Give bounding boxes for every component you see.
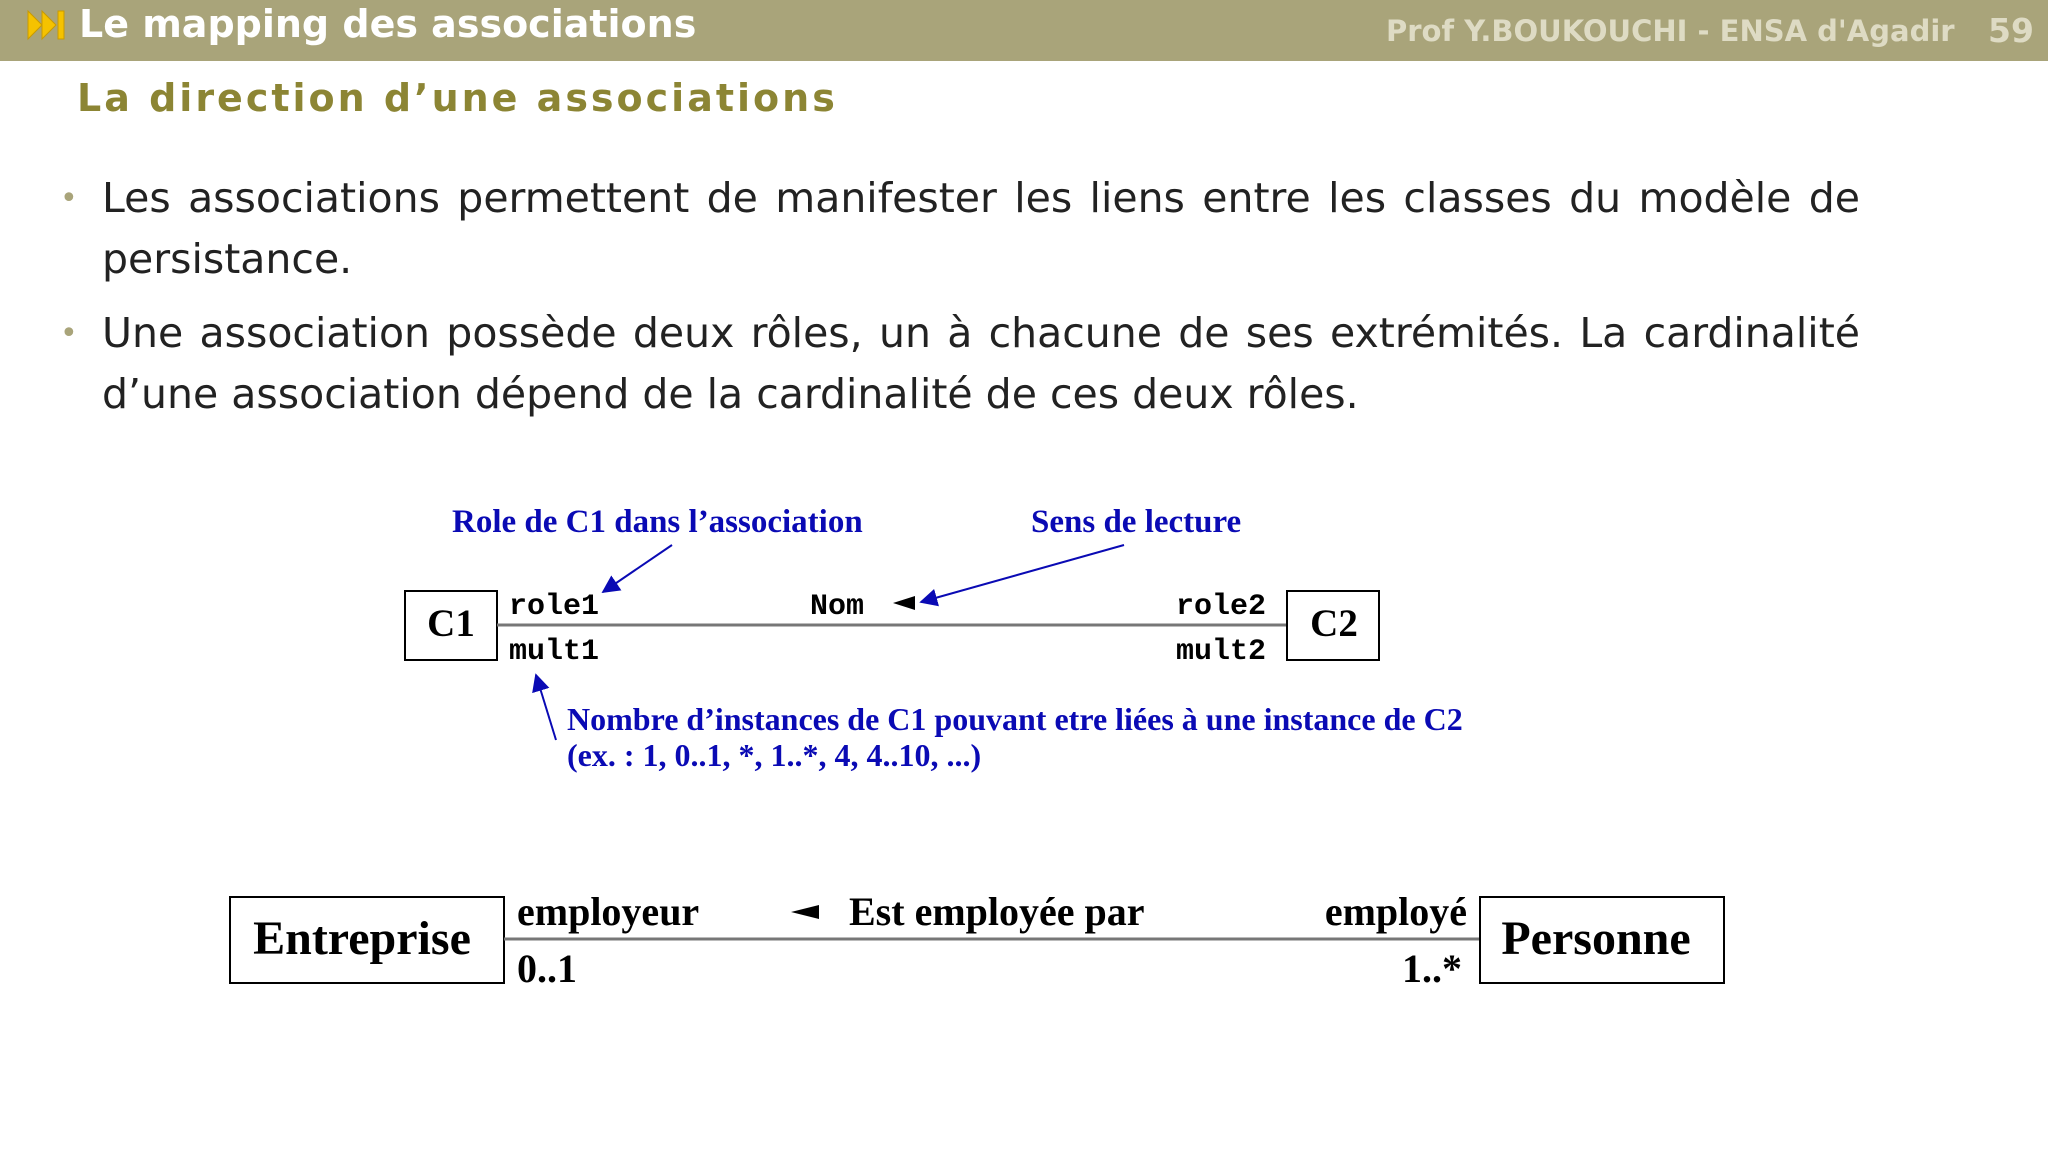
annotation-mult-line1: Nombre d’instances de C1 pouvant etre liées à une instance de C2 [567,701,1463,737]
example-association-name: Est employée par [849,889,1145,934]
example-role2-label: employé [1324,889,1467,934]
author-credit: Prof Y.BOUKOUCHI - ENSA d'Agadir [1386,14,1955,48]
association-name: Nom [810,590,865,624]
example-association-diagram [230,889,1724,991]
mult2-label: mult2 [1175,635,1266,669]
class-c1-name: C1 [427,602,475,645]
role1-label: role1 [509,590,600,624]
bullet-dot-icon: • [60,181,78,216]
section-subtitle: La direction d’une associations [77,76,838,120]
reading-direction-arrow-icon [893,596,915,610]
bullet-text: Les associations permettent de manifester les liens entre les classes du modèle de persistance. [102,174,1860,283]
annotation-reading-direction: Sens de lecture [1031,504,1242,540]
page-number: 59 [1988,11,2034,50]
example-mult1-label: 0..1 [517,946,577,991]
role-annotation-arrow [603,545,672,592]
mult1-label: mult1 [509,635,600,669]
example-role1-label: employeur [517,889,700,934]
example-reading-direction-arrow-icon [791,905,819,919]
annotation-role: Role de C1 dans l’association [452,504,863,540]
bullet-text: Une association possède deux rôles, un à chacune de ses extrémités. La cardinalité d’une association dépend de la cardinalité de ces deux rôles. [102,309,1860,418]
slide-title: Le mapping des associations [79,2,697,46]
bullet-dot-icon: • [60,316,78,351]
generic-association-diagram [405,504,1463,773]
annotation-mult-line2: (ex. : 1, 0..1, *, 1..*, 4, 4..10, ...) [567,737,982,773]
mult-annotation-arrow [536,675,556,740]
example-mult2-label: 1..* [1402,946,1462,991]
direction-annotation-arrow [921,545,1124,602]
class-personne-name: Personne [1501,912,1691,965]
role2-label: role2 [1175,590,1266,624]
class-entreprise-name: Entreprise [253,912,471,965]
class-c2-name: C2 [1310,602,1358,645]
